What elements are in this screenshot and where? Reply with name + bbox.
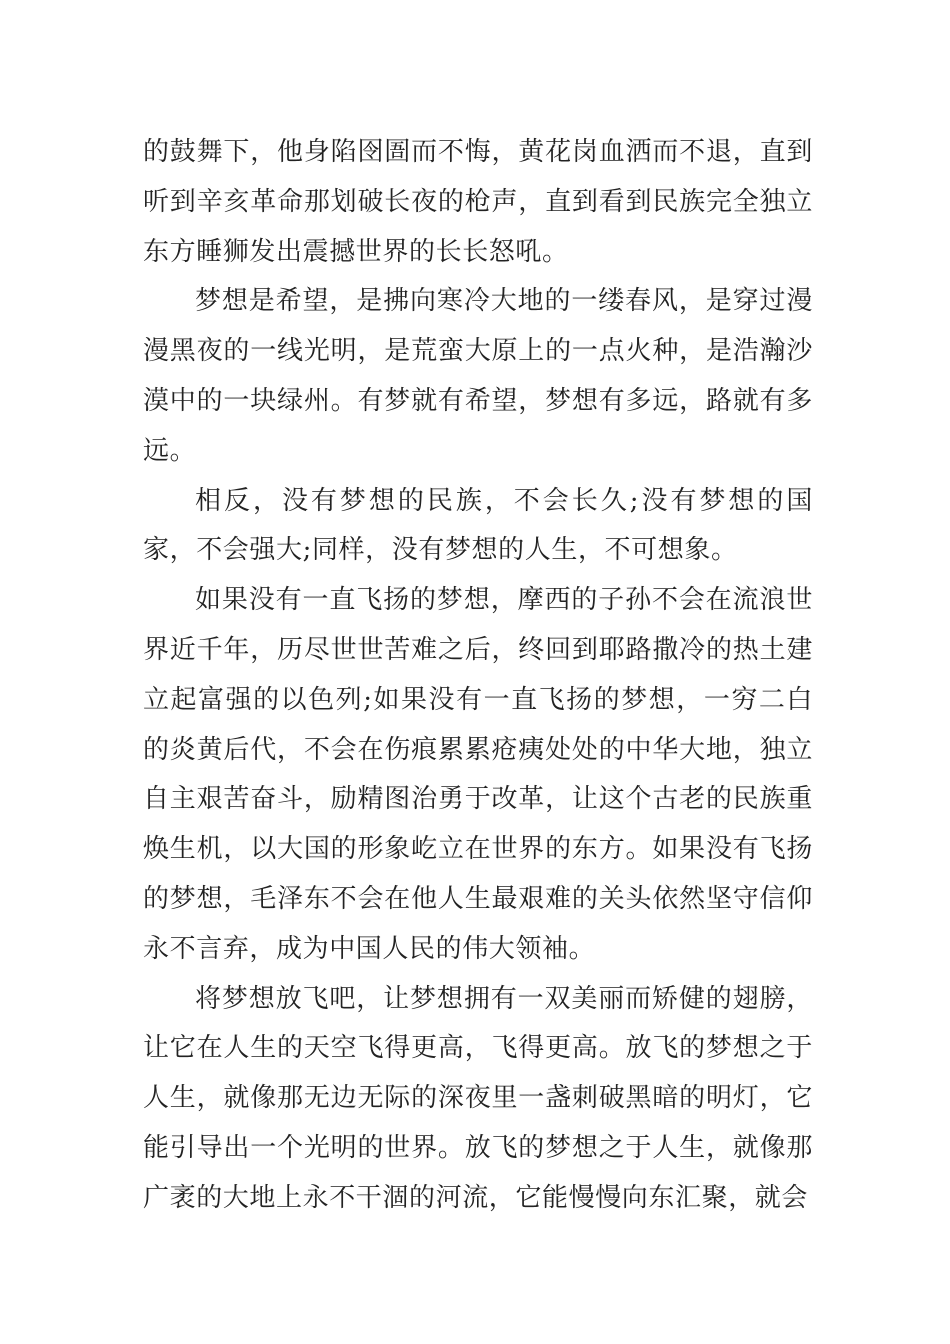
paragraph-2: 梦想是希望，是拂向寒冷大地的一缕春风，是穿过漫漫黑夜的一线光明，是荒蛮大原上的一点火种，是浩瀚沙漠中的一块绿州。有梦就有希望，梦想有多远，路就有多远。	[143, 286, 813, 466]
paragraph-1: 的鼓舞下，他身陷囹圄而不悔，黄花岗血洒而不退，直到听到辛亥革命那划破长夜的枪声，直到看到民族完全独立东方睡狮发出震撼世界的长长怒吼。	[143, 137, 813, 267]
body-text	[143, 128, 813, 1224]
paragraph-3: 相反，没有梦想的民族，不会长久;没有梦想的国家，不会强大;同样，没有梦想的人生，不可想象。	[143, 485, 813, 566]
paragraph-4: 如果没有一直飞扬的梦想，摩西的子孙不会在流浪世界近千年，历尽世世苦难之后，终回到耶路撒冷的热土建立起富强的以色列;如果没有一直飞扬的梦想，一穷二白的炎黄后代，不会在伤痕累累疮痍处处的中华大地，独立自主艰苦奋斗，励精图治勇于改革，让这个古老的民族重焕生机，以大国的形象屹立在世界的东方。如果没有飞扬的梦想，毛泽东不会在他人生最艰难的关头依然坚守信仰永不言弃，成为中国人民的伟大领袖。	[143, 585, 813, 964]
paragraph-5: 将梦想放飞吧，让梦想拥有一双美丽而矫健的翅膀，让它在人生的天空飞得更高，飞得更高。放飞的梦想之于人生，就像那无边无际的深夜里一盏刺破黑暗的明灯，它能引导出一个光明的世界。放飞的梦想之于人生，就像那广袤的大地上永不干涸的河流，它能慢慢向东汇聚，就会	[143, 983, 813, 1213]
